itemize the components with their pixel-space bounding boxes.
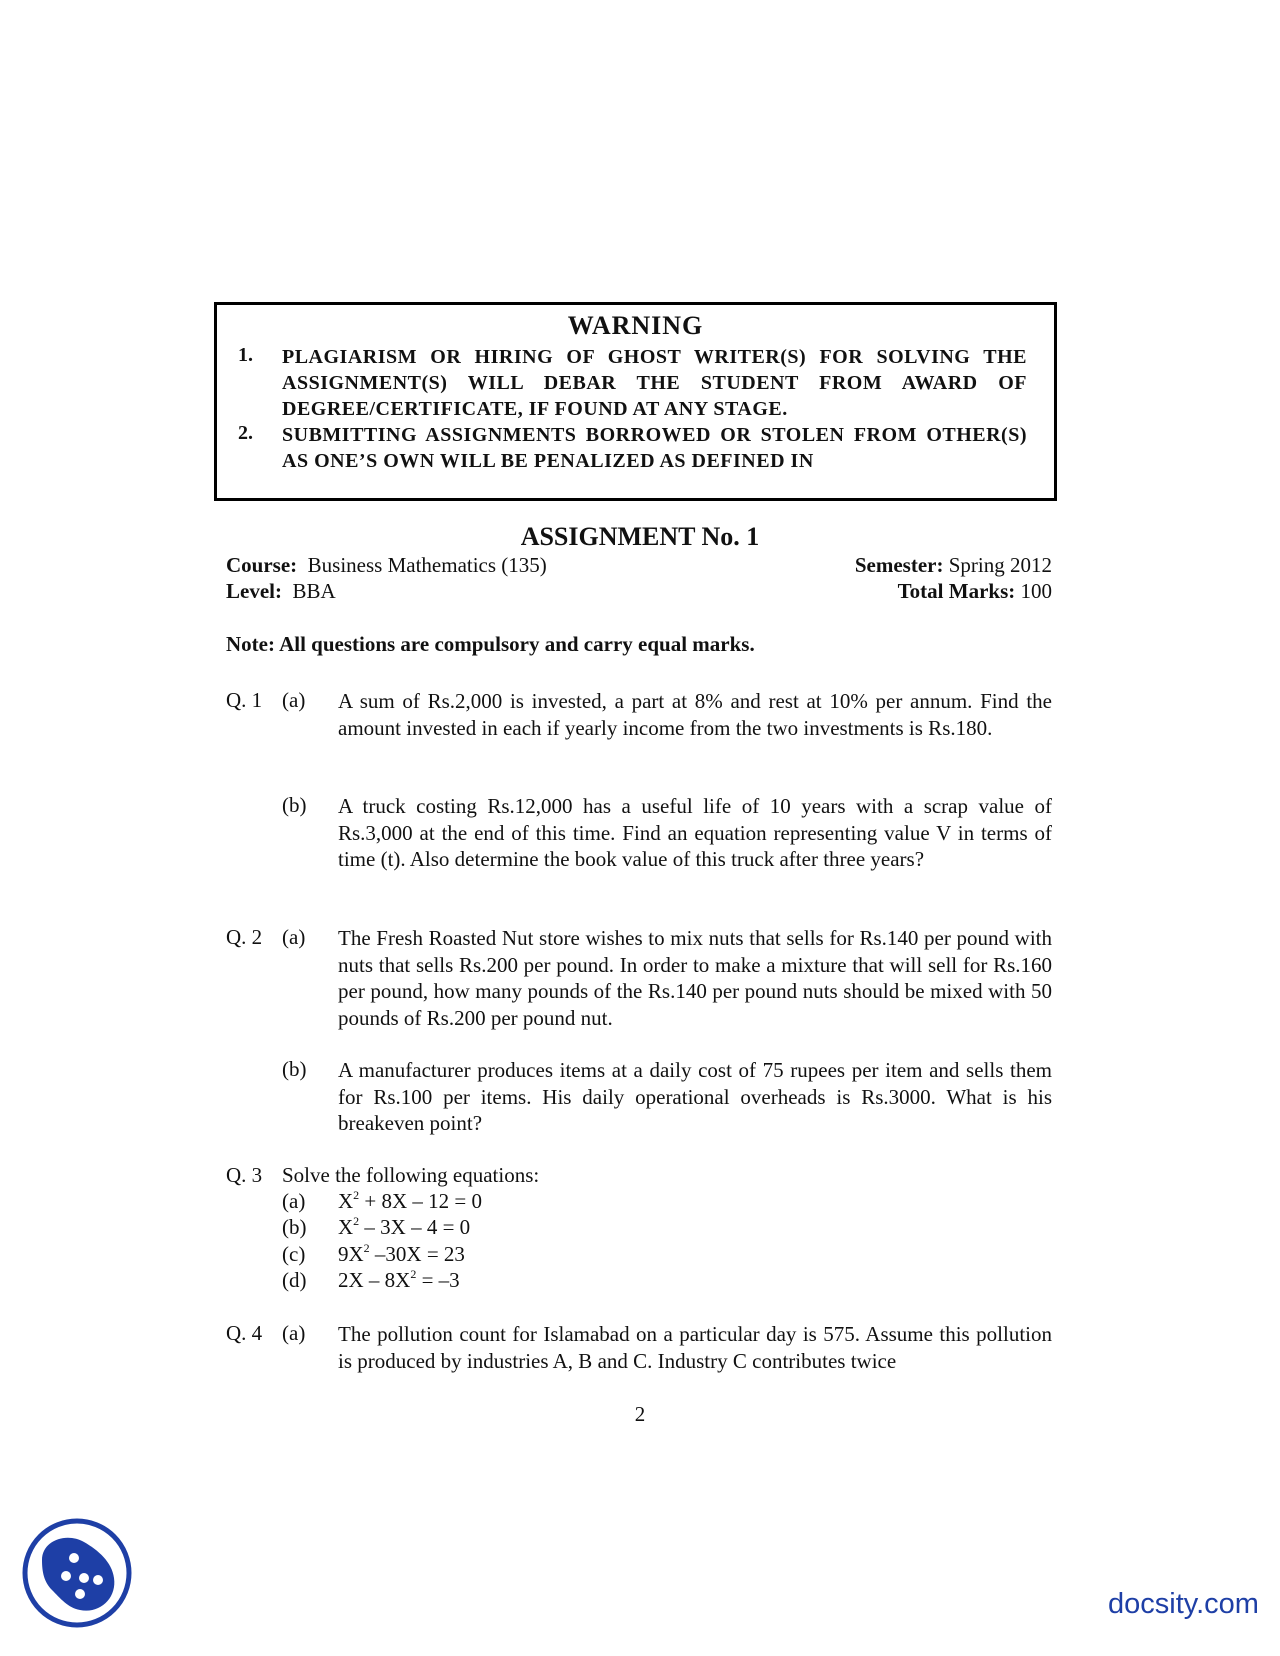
warning-item-text: PLAGIARISM OR HIRING OF GHOST WRITER(S) FOR SOLVING THE ASSIGNMENT(S) WILL DEBAR THE STUDENT FROM AWARD OF DEGREE/CERTIFICATE, IF FOUND AT ANY STAGE. (282, 346, 1027, 420)
sub-question-label: (b) (282, 793, 307, 817)
question-label: Q. 4 (226, 1321, 263, 1345)
question-label: Q. 3 (226, 1163, 263, 1187)
question-label: Q. 2 (226, 925, 263, 949)
course-value: Business Mathematics (135) (307, 553, 547, 577)
warning-item-number: 1. (238, 344, 253, 366)
sub-question-label: (d) (282, 1268, 307, 1292)
equation: $2X - 8X^2 = -3$ (338, 1267, 460, 1292)
sub-question-label: (a) (282, 1321, 306, 1345)
note: Note: All questions are compulsory and carry equal marks. (226, 632, 755, 656)
level-marks-row (226, 579, 1052, 605)
sub-question-label: (a) (282, 1189, 306, 1213)
question-text: Solve the following equations: (282, 1163, 540, 1187)
sub-question-label: (c) (282, 1242, 306, 1266)
sub-question-label: (b) (282, 1215, 307, 1239)
marks-label: Total Marks: (897, 579, 1016, 603)
warning-item-text: SUBMITTING ASSIGNMENTS BORROWED OR STOLEN FROM OTHER(S) AS ONE’S OWN WILL BE PENALIZED AS DEFINED IN (282, 424, 1027, 472)
page-number: 2 (634, 1402, 646, 1426)
warning-title: WARNING (567, 311, 704, 340)
semester-info (855, 553, 1052, 578)
warning-item-number: 2. (238, 422, 253, 444)
question-text: A manufacturer produces items at a daily cost of 75 rupees per item and sells them for Rs.100 per items. His daily operational overheads is Rs.3000. What is his breakeven point? (338, 1058, 1052, 1135)
marks-value: 100 (1020, 579, 1052, 603)
assignment-title: ASSIGNMENT No. 1 (520, 522, 760, 551)
level-value: BBA (292, 579, 336, 603)
marks-info (898, 579, 1052, 604)
equation: $X^2 + 8X - 12 = 0$ (338, 1188, 483, 1213)
docsity-brand-link[interactable]: docsity.com (1108, 1588, 1259, 1620)
docsity-logo-icon[interactable] (22, 1518, 132, 1628)
level-label: Level: (226, 579, 282, 603)
sub-question-label: (a) (282, 925, 306, 949)
course-info (226, 553, 547, 578)
question-text: The pollution count for Islamabad on a particular day is 575. Assume this pollution is produced by industries A, B and C. Industry C contributes twice (338, 1322, 1052, 1373)
question-text: The Fresh Roasted Nut store wishes to mix nuts that sells for Rs.140 per pound with nuts that sells Rs.200 per pound. In order to make a mixture that will sell for Rs.160 per pound, how many pounds of the Rs.140 per pound nuts should be mixed with 50 pounds of Rs.200 per pound nut. (338, 926, 1052, 1030)
sub-question-label: (a) (282, 688, 306, 712)
semester-label: Semester: (854, 553, 944, 577)
sub-question-label: (b) (282, 1057, 307, 1081)
question-text: A sum of Rs.2,000 is invested, a part at 8% and rest at 10% per annum. Find the amount invested in each if yearly income from the two investments is Rs.180. (338, 689, 1052, 740)
equation: $9X^2$ –30X = 23 (338, 1241, 465, 1266)
question-text: A truck costing Rs.12,000 has a useful life of 10 years with a scrap value of Rs.3,000 at the end of this time. Find an equation representing value V in terms of time (t). Also determine the book value of this truck after three years? (338, 794, 1052, 871)
semester-value: Spring 2012 (948, 553, 1052, 577)
level-info (226, 579, 336, 604)
equation: $X^2 - 3X - 4 = 0$ (338, 1214, 471, 1239)
warning-box (214, 302, 1057, 501)
question-label: Q. 1 (226, 688, 263, 712)
course-label: Course: (226, 553, 298, 577)
course-semester-row (226, 553, 1052, 579)
